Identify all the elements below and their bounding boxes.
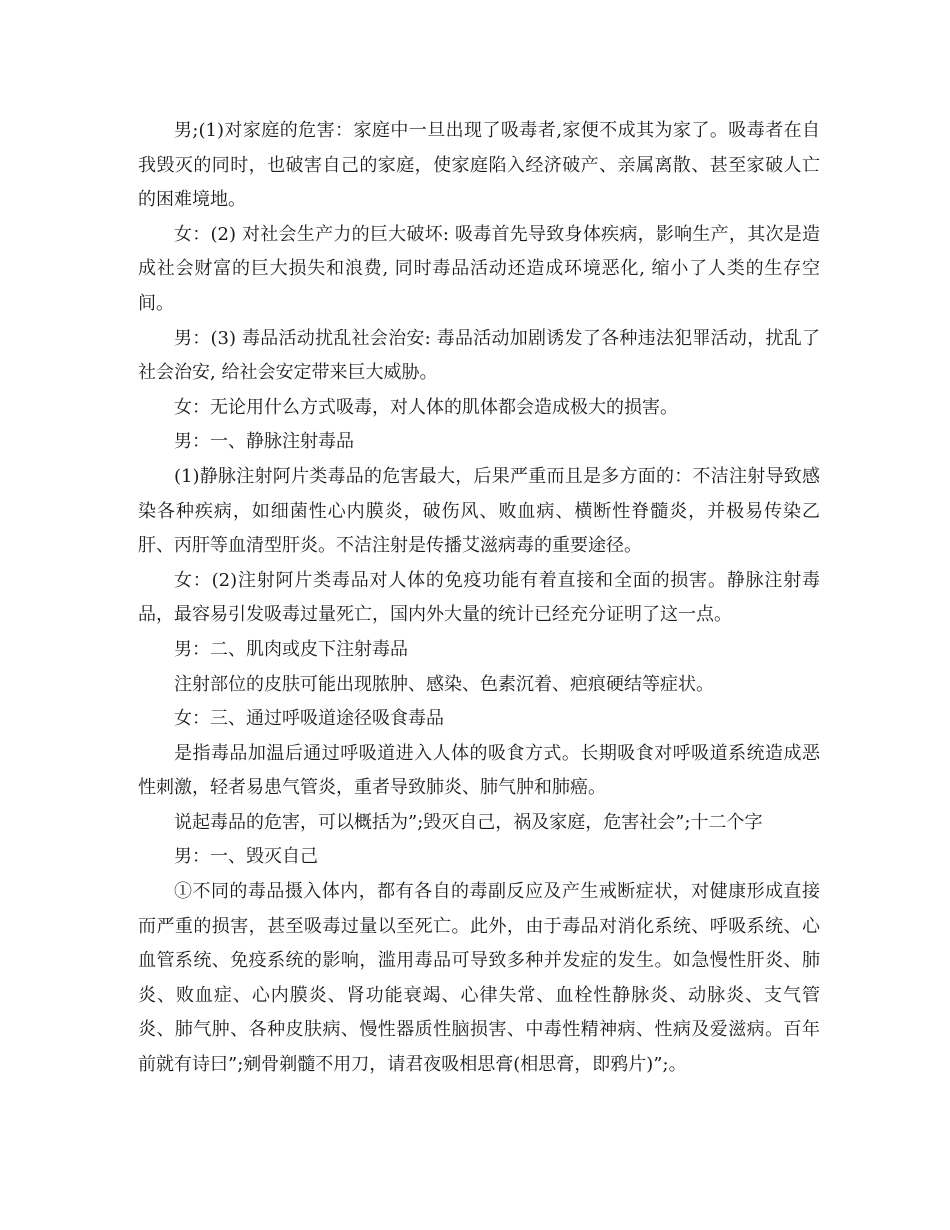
paragraph-immune-damage: 女：(2)注射阿片类毒品对人体的免疫功能有着直接和全面的损害。静脉注射毒品，最容易引发吸毒过量死亡，国内外大量的统计已经充分证明了这一点。 xyxy=(138,569,820,626)
paragraph-summary-twelve-characters: 说起毒品的危害，可以概括为”;毁灭自己，祸及家庭，危害社会”;十二个字 xyxy=(174,811,763,833)
heading-intravenous-injection: 男：一、静脉注射毒品 xyxy=(174,431,354,453)
paragraph-health-damage: ①不同的毒品摄入体内，都有各自的毒副反应及产生戒断症状，对健康形成直接而严重的损害，甚至吸毒过量以至死亡。此外，由于毒品对消化系统、呼吸系统、心血管系统、免疫系统的影响，滥用毒品可导致多种并发症的发生。如急慢性肝炎、肺炎、败血症、心内膜炎、肾功能衰竭、心律失常、血栓性静脉炎、动脉炎、支气管炎、肺气肿、各种皮肤病、慢性器质性脑损害、中毒性精神病、性病及爱滋病。百年前就有诗曰”;剜骨剃髓不用刀，请君夜吸相思膏(相思膏，即鸦片)”;。 xyxy=(138,881,820,1076)
paragraph-public-order-harm: 男：(3) 毒品活动扰乱社会治安: 毒品活动加剧诱发了各种违法犯罪活动，扰乱了社会治安, 给社会安定带来巨大威胁。 xyxy=(138,327,820,384)
heading-respiratory-intake: 女：三、通过呼吸道途径吸食毒品 xyxy=(174,708,444,730)
paragraph-injection-site: 注射部位的皮肤可能出现脓肿、感染、色素沉着、疤痕硬结等症状。 xyxy=(174,673,714,695)
paragraph-productivity-harm: 女：(2) 对社会生产力的巨大破坏: 吸毒首先导致身体疾病，影响生产，其次是造成社会财富的巨大损失和浪费, 同时毒品活动还造成环境恶化, 缩小了人类的生存空间。 xyxy=(138,223,820,314)
paragraph-family-harm: 男;(1)对家庭的危害：家庭中一旦出现了吸毒者,家便不成其为家了。吸毒者在自我毁灭的同时，也破害自己的家庭，使家庭陷入经济破产、亲属离散、甚至家破人亡的困难境地。 xyxy=(138,120,820,211)
document-body xyxy=(138,114,820,1083)
heading-intramuscular-injection: 男：二、肌肉或皮下注射毒品 xyxy=(174,638,408,660)
heading-self-destruction: 男：一、毁灭自己 xyxy=(174,846,318,868)
paragraph-intravenous-risks: (1)静脉注射阿片类毒品的危害最大，后果严重而且是多方面的：不洁注射导致感染各种疾病，如细菌性心内膜炎，破伤风、败血病、横断性脊髓炎，并极易传染乙肝、丙肝等血清型肝炎。不洁注射是传播艾滋病毒的重要途径。 xyxy=(138,465,820,557)
paragraph-body-damage: 女：无论用什么方式吸毒，对人体的肌体都会造成极大的损害。 xyxy=(174,396,678,418)
paragraph-respiratory-effects: 是指毒品加温后通过呼吸道进入人体的吸食方式。长期吸食对呼吸道系统造成恶性刺激，轻者易患气管炎，重者导致肺炎、肺气肿和肺癌。 xyxy=(138,742,820,799)
